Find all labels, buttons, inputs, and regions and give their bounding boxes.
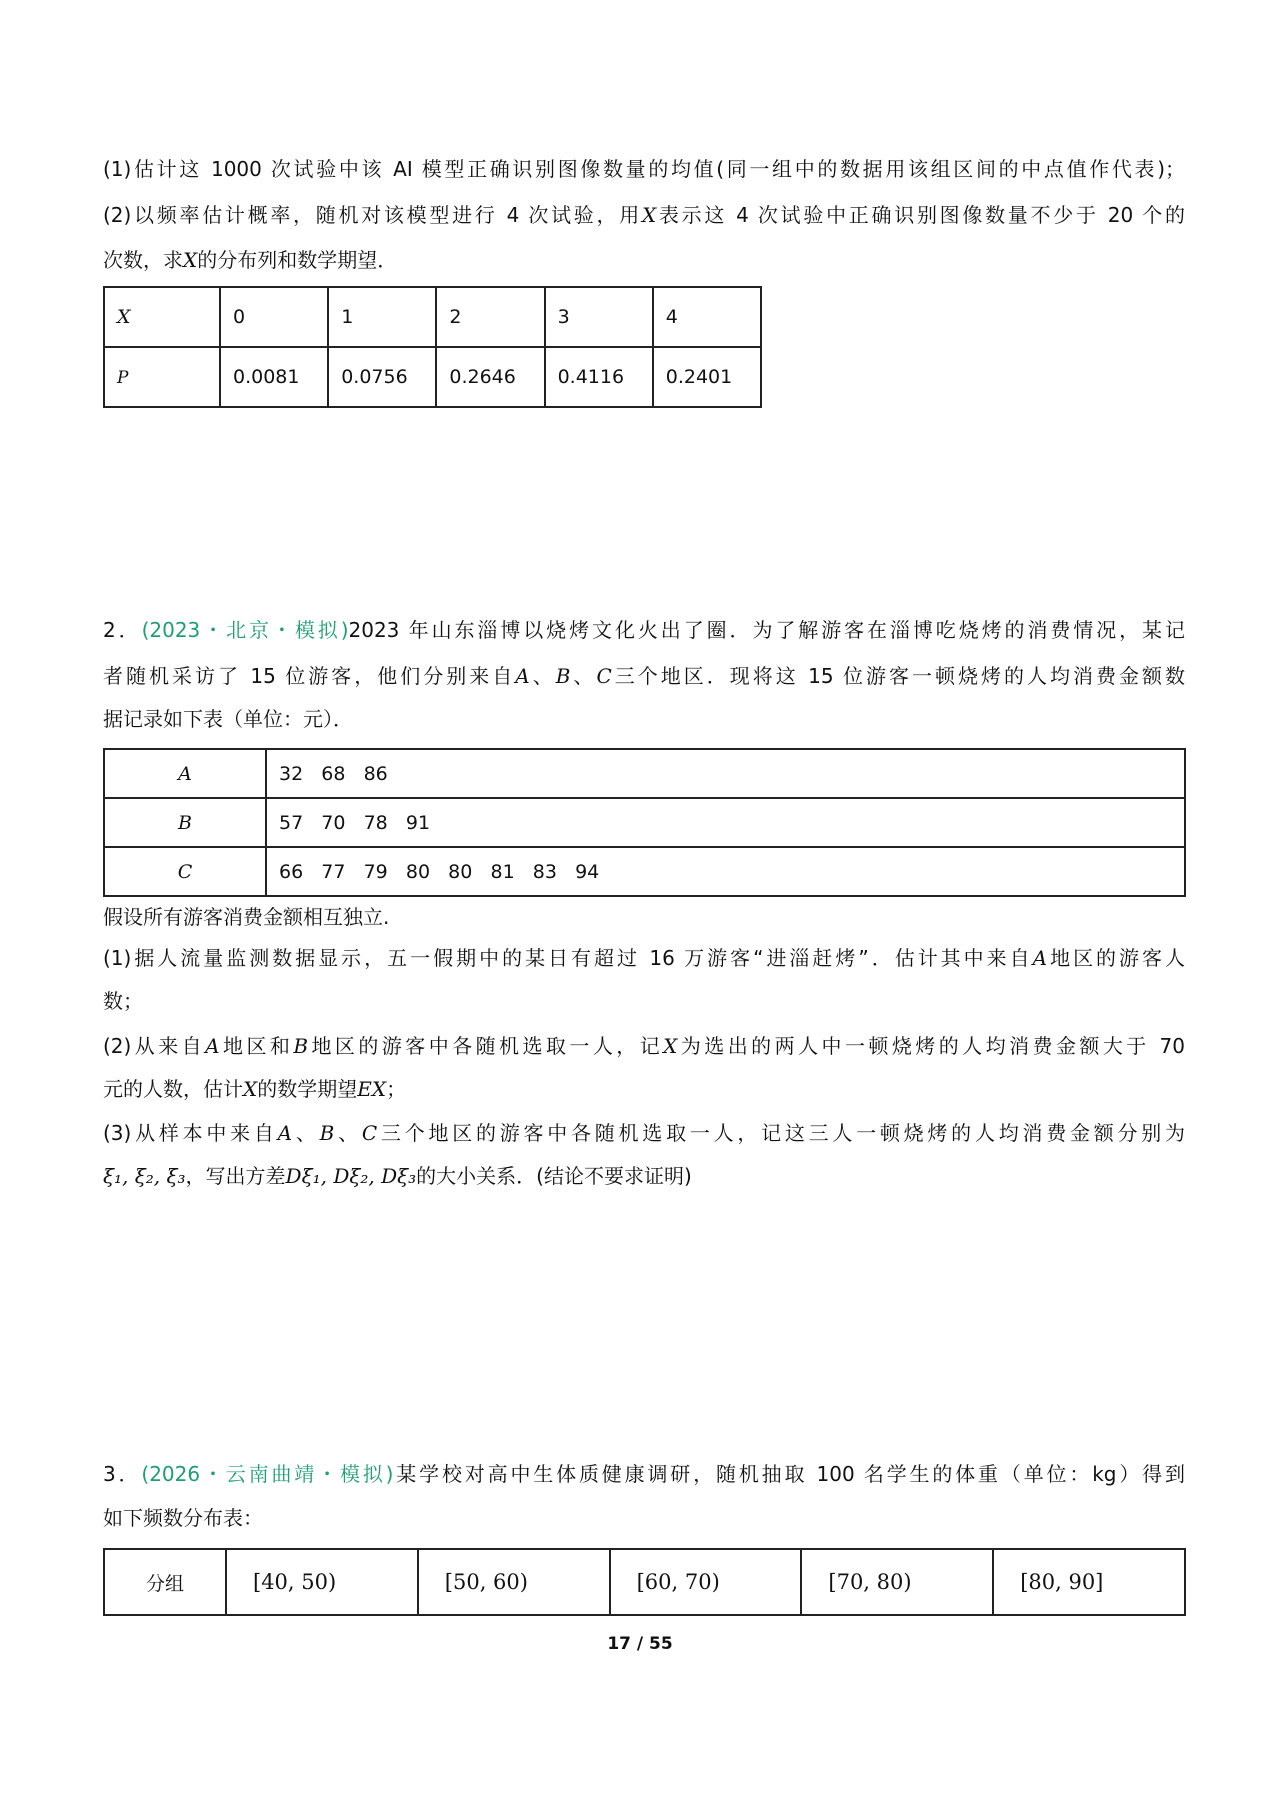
q2-part3-line1: (3)从样本中来自A、B、C三个地区的游客中各随机选取一人，记这三人一顿烧烤的人均消费金额分别为 (103, 1121, 1186, 1145)
q2-part2-line1: (2)从来自A地区和B地区的游客中各随机选取一人，记X为选出的两人中一顿烧烤的人均消费金额大于 70 (103, 1034, 1185, 1058)
q2-line2: 者随机采访了 15 位游客，他们分别来自A、B、C三个地区．现将这 15 位游客一顿烧烤的人均消费金额数 (103, 664, 1186, 688)
table-cell: 0.2646 (436, 347, 544, 407)
q1-part2-line1: (2)以频率估计概率，随机对该模型进行 4 次试验，用X表示这 4 次试验中正确识别图像数量不少于 20 个的 (103, 203, 1185, 227)
region-label: B (104, 798, 266, 847)
table-cell: [80, 90] (993, 1549, 1185, 1615)
table-header-label: 分组 (104, 1549, 226, 1615)
table-cell: 66 77 79 80 80 81 83 94 (266, 847, 1185, 896)
q1-part1: (1)估计这 1000 次试验中该 AI 模型正确识别图像数量的均值(同一组中的数据用该组区间的中点值作代表)； (103, 157, 1185, 181)
table-row (104, 1549, 1185, 1615)
q1-part2-line2: 次数，求X的分布列和数学期望． (103, 248, 398, 272)
q2-line3: 据记录如下表（单位：元）． (103, 707, 353, 731)
table-row (104, 847, 1185, 896)
table-cell: 0.2401 (653, 347, 761, 407)
table-cell: [70, 80) (801, 1549, 993, 1615)
table-cell: 0.4116 (545, 347, 653, 407)
question-source: (2023・北京・模拟) (141, 618, 349, 642)
question-number: 2． (103, 618, 142, 642)
q2-part2-line2: 元的人数，估计X的数学期望EX； (103, 1077, 407, 1101)
table-cell: 1 (328, 287, 436, 347)
row-label-p: P (104, 347, 220, 407)
q3-frequency-table (103, 1548, 1186, 1616)
table-cell: [50, 60) (418, 1549, 610, 1615)
question-source: (2026・云南曲靖・模拟) (141, 1462, 394, 1486)
page-number: 17 / 55 (607, 1634, 673, 1654)
table-cell: [60, 70) (610, 1549, 802, 1615)
table-row (104, 798, 1185, 847)
table-cell: 0 (220, 287, 328, 347)
table-cell: 32 68 86 (266, 749, 1185, 798)
table-cell: 2 (436, 287, 544, 347)
q1-distribution-table (103, 286, 762, 408)
q2-part1-line1: (1)据人流量监测数据显示，五一假期中的某日有超过 16 万游客“进淄赶烤”．估计其中来自A地区的游客人 (103, 946, 1186, 970)
table-cell: 0.0756 (328, 347, 436, 407)
q2-part3-line2: ξ₁, ξ₂, ξ₃，写出方差Dξ₁, Dξ₂, Dξ₃的大小关系．(结论不要求证明) (103, 1164, 692, 1188)
q2-part1-line2: 数； (103, 989, 143, 1013)
table-row (104, 749, 1185, 798)
table-cell: 4 (653, 287, 761, 347)
q2-line1: 2．(2023・北京・模拟)2023 年山东淄博以烧烤文化火出了圈．为了解游客在淄博吃烧烤的消费情况，某记 (103, 618, 1185, 642)
region-label: A (104, 749, 266, 798)
q2-assumption: 假设所有游客消费金额相互独立. (103, 905, 390, 929)
table-cell: [40, 50) (226, 1549, 418, 1615)
question-number: 3． (103, 1462, 142, 1486)
q3-line2: 如下频数分布表： (103, 1506, 263, 1530)
q3-line1: 3．(2026・云南曲靖・模拟)某学校对高中生体质健康调研，随机抽取 100 名学生的体重（单位：kg）得到 (103, 1462, 1185, 1486)
table-cell: 0.0081 (220, 347, 328, 407)
q2-spending-table (103, 748, 1186, 897)
table-cell: 3 (545, 287, 653, 347)
region-label: C (104, 847, 266, 896)
table-cell: 57 70 78 91 (266, 798, 1185, 847)
row-label-x: X (104, 287, 220, 347)
table-row-p (104, 347, 761, 407)
table-row-x (104, 287, 761, 347)
